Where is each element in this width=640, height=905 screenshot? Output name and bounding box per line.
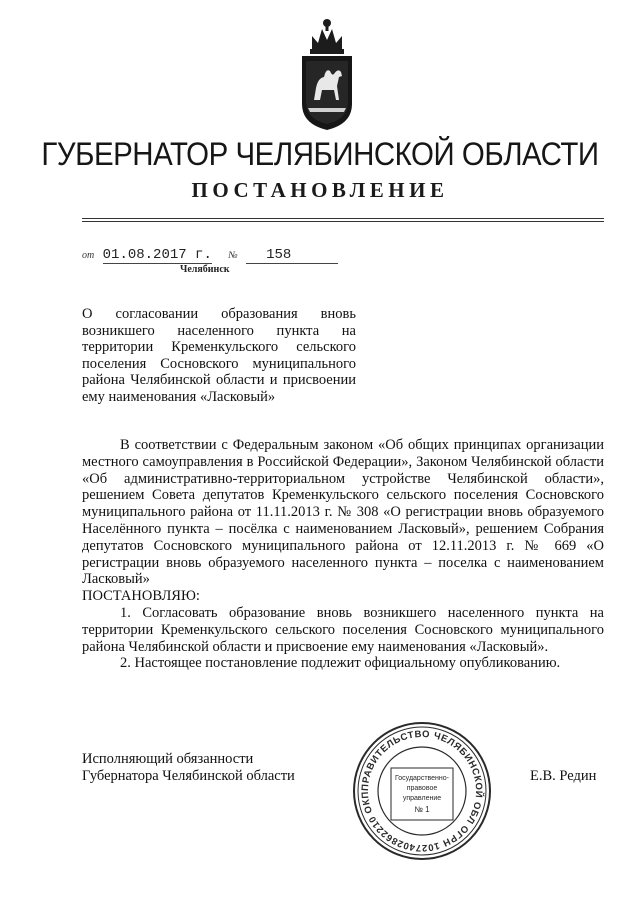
signatory-position [82, 751, 295, 785]
preamble-paragraph: В соответствии с Федеральным законом «Об общих принципах организации местного самоуправления в Российской Федерации», Законом Челябинской области «Об административно-территориальном устройстве Челябинской области», решением Совета депутатов Кременкульского сельского поселения Сосновского муниципального района от 11.11.2013 г. № 308 «О регистрации вновь образуемого Населённого пункта – посёлка с наименованием Ласковый», решением Собрания депутатов Сосновского муниципального района от 12.11.2013 г. № 669 «О регистрации вновь образуемого населенного пункта – поселка с наименованием Ласковый» [82, 437, 604, 588]
document-body [82, 437, 604, 672]
document-date: 01.08.2017 г. [102, 247, 212, 263]
document-city: Челябинск [180, 264, 230, 275]
signatory-name: Е.В. Редин [530, 768, 597, 784]
header-divider-bottom [82, 221, 604, 222]
authority-title: ГУБЕРНАТОР ЧЕЛЯБИНСКОЙ ОБЛАСТИ [41, 136, 599, 172]
seal-ring-text: ПРАВИТЕЛЬСТВО ЧЕЛЯБИНСКОЙ ОБЛ ОГРН 1027402862210 ОКП [359, 728, 485, 854]
document-subject: О согласовании образования вновь возникшего населенного пункта на территории Кременкульского сельского поселения Сосновского муниципального района Челябинской области и присвоении ему наименования «Ласковый» [82, 306, 356, 405]
decree-item-1: 1. Согласовать образование вновь возникшего населенного пункта на территории Кременкульского сельского поселения Сосновского муниципального района Челябинской области и присвоение ему наименования «Ласковый». [82, 604, 604, 655]
decree-word: ПОСТАНОВЛЯЮ: [82, 588, 200, 605]
date-prefix: от [82, 250, 95, 261]
signatory-position-line-2: Губернатора Челябинской области [82, 768, 295, 784]
seal-center-line-2: правовое [406, 785, 438, 792]
number-prefix: № [228, 250, 238, 261]
document-type-heading: ПОСТАНОВЛЕНИЕ [191, 178, 449, 202]
signatory-position-line-1: Исполняющий обязанности [82, 751, 254, 767]
coat-of-arms-emblem [296, 16, 358, 131]
decree-item-2: 2. Настоящее постановление подлежит официальному опубликованию. [120, 655, 561, 672]
document-number: 158 [246, 247, 338, 264]
official-seal-stamp [351, 720, 493, 862]
seal-center-line-4: № 1 [414, 805, 430, 814]
date-line [82, 247, 338, 264]
header-divider-top [82, 218, 604, 219]
seal-center-line-1: Государственно- [394, 775, 450, 782]
seal-center-line-3: управление [402, 795, 442, 802]
